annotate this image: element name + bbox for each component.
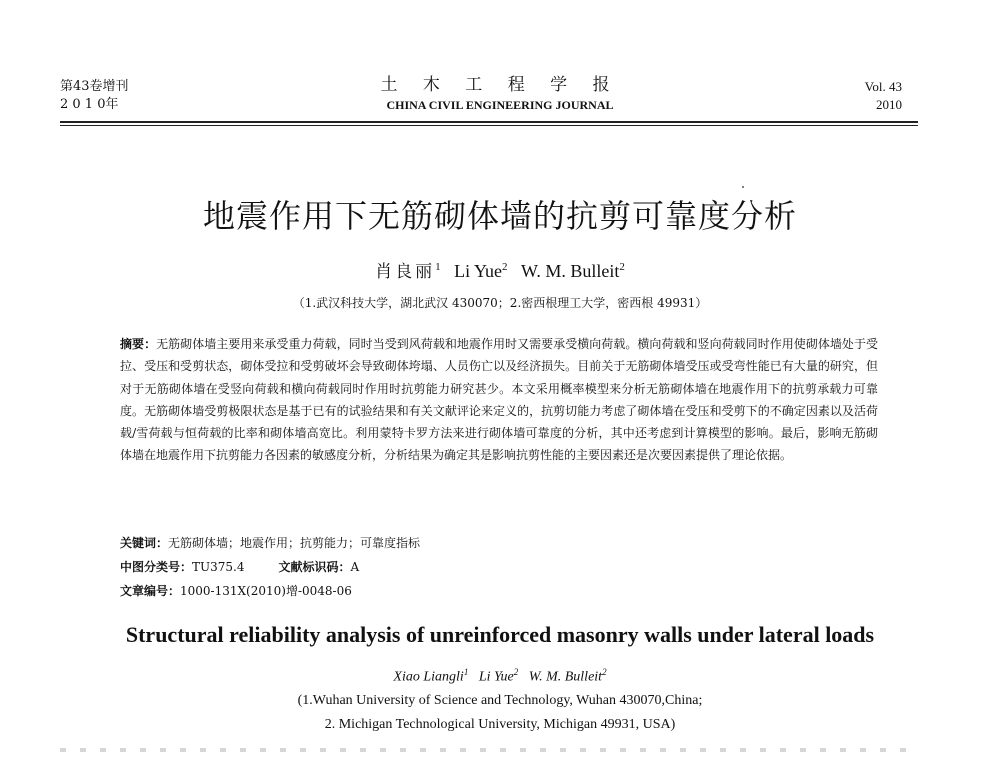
affiliation-en-2: 2. Michigan Technological University, Michigan 49931, USA)	[324, 717, 676, 732]
affiliation-cn: （1.武汉科技大学，湖北武汉 430070；2.密西根理工大学，密西根 49931）	[292, 296, 708, 310]
author-3-en-sup: 2	[602, 667, 607, 677]
article-number-label: 文章编号：	[120, 584, 181, 598]
year-en: 2010	[876, 97, 902, 112]
authors-cn	[0, 255, 1000, 284]
author-2-sup: 2	[501, 261, 508, 273]
paper-title-en: Structural reliability analysis of unreinforced masonry walls under lateral loads	[125, 622, 875, 647]
author-3-en: W. M. Bulleit	[528, 669, 603, 685]
author-1-sup: 1	[435, 261, 441, 273]
scan-speck	[742, 186, 744, 188]
author-2-en-sup: 2	[513, 667, 519, 677]
author-1-en-sup: 1	[463, 667, 469, 677]
volume-en: Vol. 43	[864, 79, 902, 94]
journal-name-en: CHINA CIVIL ENGINEERING JOURNAL	[386, 98, 614, 112]
author-2-en: Li Yue	[478, 669, 514, 685]
abstract-cn	[120, 333, 878, 467]
author-1-en: Xiao Liangli	[393, 669, 464, 685]
abstract-label: 摘要：	[120, 337, 157, 351]
affiliations-en	[0, 689, 1000, 737]
cut-off-text-line	[60, 748, 918, 752]
affiliation-en-1: (1.Wuhan University of Science and Technology, Wuhan 430070,China;	[297, 693, 703, 708]
abstract-text: 无筋砌体墙主要用来承受重力荷载，同时当受到风荷载和地震作用时又需要承受横向荷载。横向荷载和竖向荷载同时作用使砌体墙处于受拉、受压和受剪状态，砌体受拉和受剪破坏会导致砌体垮塌、人员伤亡以及经济损失。目前关于无筋砌体墙受压或受弯性能已有大量的研究，但对于无筋砌体墙在受竖向荷载和横向荷载同时作用时抗剪能力研究甚少。本文采用概率模型来分析无筋砌体墙在地震作用下的抗剪承载力可靠度。无筋砌体墙受剪极限状态是基于已有的试验结果和有关文献评论来定义的，抗剪切能力考虑了砌体墙在受压和受剪下的不确定因素以及活荷载/雪荷载与恒荷载的比率和砌体墙高宽比。利用蒙特卡罗方法来进行砌体墙可靠度的分析，其中还考虑到计算模型的影响。最后，影响无筋砌体墙在地震作用下抗剪能力各因素的敏感度分析，分析结果为确定其是影响抗剪性能的主要因素还是次要因素提供了理论依据。	[120, 337, 878, 463]
header-rule-thin	[60, 125, 918, 126]
author-2-cn: Li Yue	[454, 261, 502, 281]
clc-label: 中图分类号：	[120, 560, 193, 574]
year-cn: 2 0 1 0年	[60, 97, 119, 112]
author-3-cn: W. M. Bulleit	[520, 261, 620, 281]
volume-issue-cn: 第43卷增刊	[60, 79, 129, 94]
doc-code-label: 文献标识码：	[278, 560, 351, 574]
journal-header-left	[60, 78, 129, 114]
keywords-label: 关键词：	[120, 536, 169, 550]
author-1-cn: 肖良丽	[375, 262, 436, 282]
authors-en	[0, 663, 1000, 687]
author-3-sup: 2	[619, 261, 625, 273]
journal-name-cn: 土 木 工 程 学 报	[380, 75, 620, 95]
keywords	[120, 534, 420, 552]
doc-code-value: A	[350, 560, 360, 574]
article-number-value: 1000-131X(2010)增-0048-06	[180, 584, 352, 598]
header-rule-thick	[60, 121, 918, 123]
paper-title-cn: 地震作用下无筋砌体墙的抗剪可靠度分析	[202, 197, 797, 235]
journal-header-center	[300, 74, 700, 114]
classification	[120, 558, 359, 576]
journal-header-right	[865, 78, 902, 114]
keywords-text: 无筋砌体墙；地震作用；抗剪能力；可靠度指标	[168, 536, 421, 550]
clc-value: TU375.4	[192, 560, 245, 574]
article-number	[120, 582, 352, 600]
